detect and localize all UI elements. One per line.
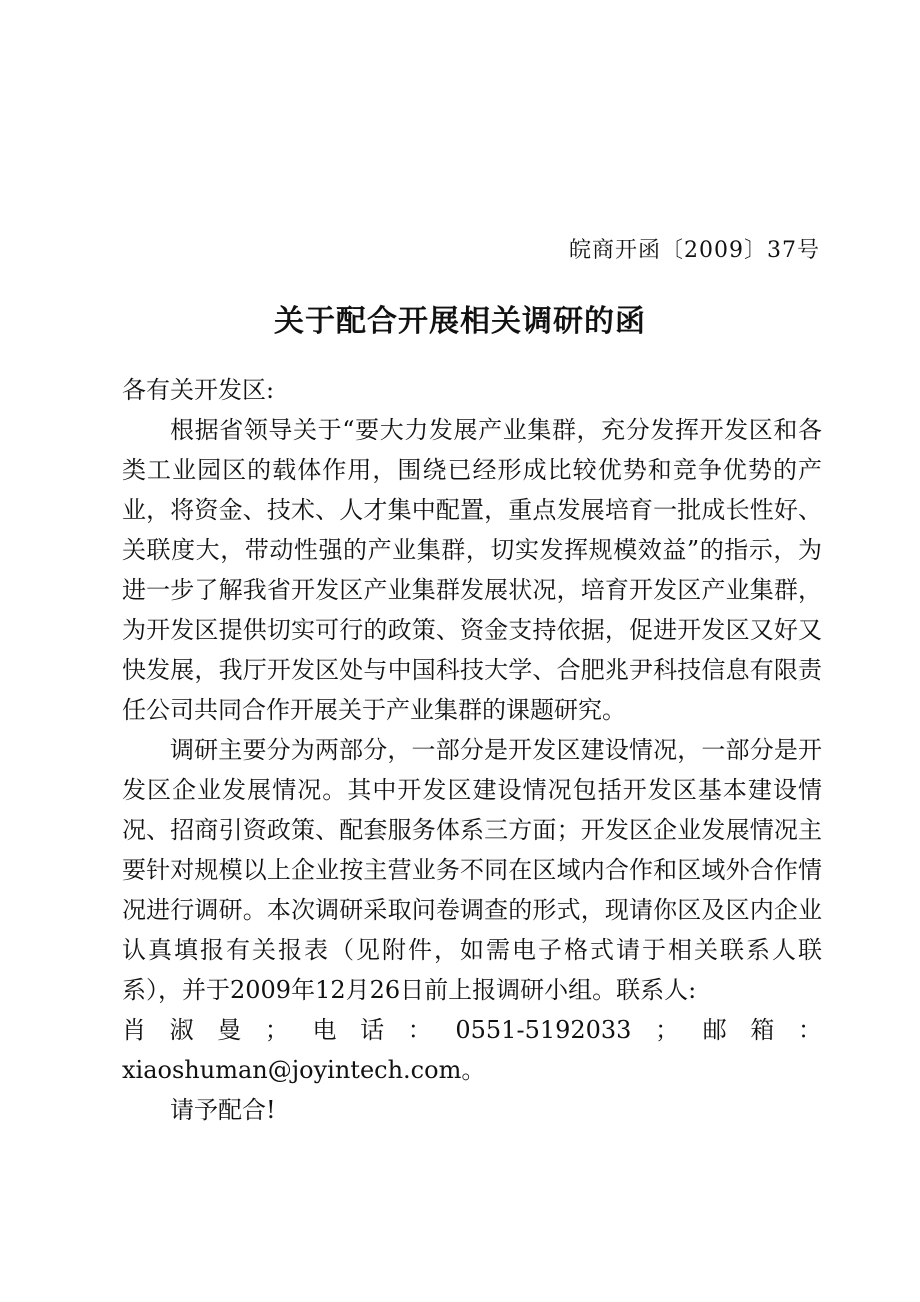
phone-colon: ： <box>407 1016 432 1044</box>
email-address: xiaoshuman@joyintech.com。 <box>122 1056 486 1084</box>
contact-name-char-2: 淑 <box>169 1016 194 1044</box>
document-body <box>122 370 822 1130</box>
email-label-char-1: 邮 <box>702 1016 727 1044</box>
closing-line: 请予配合! <box>170 1096 276 1124</box>
paragraph-1: 根据省领导关于“要大力发展产业集群，充分发挥开发区和各类工业园区的载体作用，围绕已经形成比较优势和竞争优势的产业，将资金、技术、人才集中配置，重点发展培育一批成长性好、关联度大，带动性强的产业集群，切实发挥规模效益”的指示，为进一步了解我省开发区产业集群发展状况，培育开发区产业集群，为开发区提供切实可行的政策、资金支持依据，促进开发区又好又快发展，我厅开发区处与中国科技大学、合肥兆尹科技信息有限责任公司共同合作开展关于产业集群的课题研究。 <box>122 416 822 724</box>
contact-name-char-3: 曼 <box>217 1016 242 1044</box>
phone-label-char-1: 电 <box>312 1016 337 1044</box>
separator-2: ； <box>655 1016 680 1044</box>
separator-1: ； <box>264 1016 289 1044</box>
phone-number: 0551-5192033 <box>455 1016 632 1044</box>
email-label-char-2: 箱 <box>750 1016 775 1044</box>
paragraph-2: 调研主要分为两部分，一部分是开发区建设情况，一部分是开发区企业发展情况。其中开发区建设情况包括开发区基本建设情况、招商引资政策、配套服务体系三方面；开发区企业发展情况主要针对规模以上企业按主营业务不同在区域内合作和区域外合作情况进行调研。本次调研采取问卷调查的形式，现请你区及区内企业认真填报有关报表（见附件，如需电子格式请于相关联系人联系），并于2009年12月26日前上报调研小组。联系人: <box>122 736 822 1004</box>
document-number: 皖商开函〔2009〕37号 <box>569 238 820 263</box>
phone-label-char-2: 话 <box>360 1016 385 1044</box>
document-title: 关于配合开展相关调研的函 <box>274 304 646 339</box>
salutation: 各有关开发区: <box>122 376 275 404</box>
contact-line <box>122 1010 822 1050</box>
contact-name-char-1: 肖 <box>122 1016 146 1044</box>
email-colon: ： <box>797 1016 822 1044</box>
